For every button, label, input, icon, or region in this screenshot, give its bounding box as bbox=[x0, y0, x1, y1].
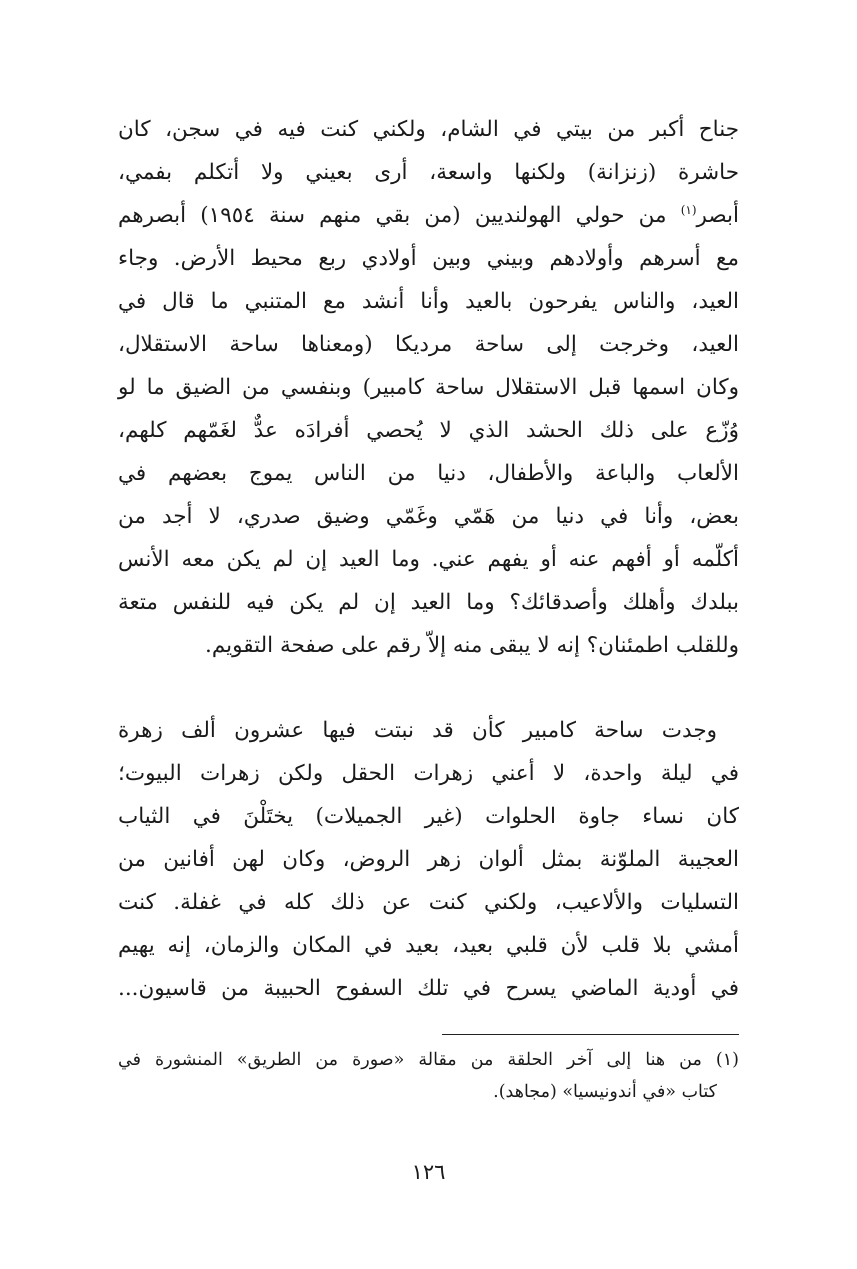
text-line: الألعاب والباعة والأطفال، دنيا من الناس يموج بعضهم في bbox=[118, 461, 739, 486]
text-line: أكلّمه أو أفهم عنه أو يفهم عني. وما العيد إن لم يكن معه الأنس bbox=[118, 547, 739, 572]
footnote-line: كتاب «في أندونيسيا» (مجاهد). bbox=[493, 1082, 717, 1102]
text-line: جناح أكبر من بيتي في الشام، ولكني كنت فيه في سجن، كان bbox=[118, 117, 739, 142]
text-segment: من حولي الهولنديين (من بقي منهم سنة ١٩٥٤) أبصرهم bbox=[118, 203, 681, 228]
body-paragraph-1 bbox=[118, 108, 739, 667]
page-number: ١٢٦ bbox=[411, 1160, 446, 1184]
text-line: أمشي بلا قلب لأن قلبي بعيد، بعيد في المكان والزمان، إنه يهيم bbox=[118, 933, 739, 958]
text-line: التسليات والألاعيب، ولكني كنت عن ذلك كله في غفلة. كنت bbox=[118, 890, 739, 915]
text-line: كان نساء جاوة الحلوات (غير الجميلات) يختَلْنَ في الثياب bbox=[118, 804, 739, 829]
body-paragraph-2 bbox=[118, 709, 739, 1010]
text-line: العيد، وخرجت إلى ساحة مرديكا (ومعناها ساحة الاستقلال، bbox=[118, 332, 739, 357]
text-line: ببلدك وأهلك وأصدقائك؟ وما العيد إن لم يكن فيه للنفس متعة bbox=[118, 590, 739, 615]
text-line: وللقلب اطمئنان؟ إنه لا يبقى منه إلاّ رقم على صفحة التقويم. bbox=[204, 633, 739, 658]
text-line: في أودية الماضي يسرح في تلك السفوح الحبيبة من قاسيون... bbox=[118, 976, 739, 1001]
footnote-line: (١) من هنا إلى آخر الحلقة من مقالة «صورة من الطريق» المنشورة في bbox=[118, 1050, 739, 1070]
text-line: وُزّع على ذلك الحشد الذي لا يُحصي أفرادَه عدٌّ لغَمّهم كلهم، bbox=[118, 418, 739, 443]
text-line-with-footnote-ref bbox=[118, 194, 739, 237]
text-segment: أبصر bbox=[696, 203, 739, 228]
text-line: حاشرة (زنزانة) ولكنها واسعة، أرى بعيني ولا أتكلم بفمي، bbox=[118, 160, 739, 185]
text-line: وكان اسمها قبل الاستقلال ساحة كامبير) وبنفسي من الضيق ما لو bbox=[118, 375, 739, 400]
text-line: بعض، وأنا في دنيا من هَمّي وغَمّي وضيق صدري، لا أجد من bbox=[118, 504, 739, 529]
text-line: مع أسرهم وأولادهم وبيني وبين أولادي ربع محيط الأرض. وجاء bbox=[118, 246, 739, 271]
text-line: العجيبة الملوّنة بمثل ألوان زهر الروض، وكان لهن أفانين من bbox=[118, 847, 739, 872]
text-line: في ليلة واحدة، لا أعني زهرات الحقل ولكن زهرات البيوت؛ bbox=[118, 761, 739, 786]
text-line: العيد، والناس يفرحون بالعيد وأنا أنشد مع المتنبي ما قال في bbox=[118, 289, 739, 314]
text-line-indented: وجدت ساحة كامبير كأن قد نبتت فيها عشرون ألف زهرة bbox=[118, 718, 717, 743]
footnote bbox=[118, 1044, 739, 1108]
footnote-separator-rule bbox=[442, 1034, 739, 1035]
footnote-reference-marker: (١) bbox=[680, 202, 697, 217]
